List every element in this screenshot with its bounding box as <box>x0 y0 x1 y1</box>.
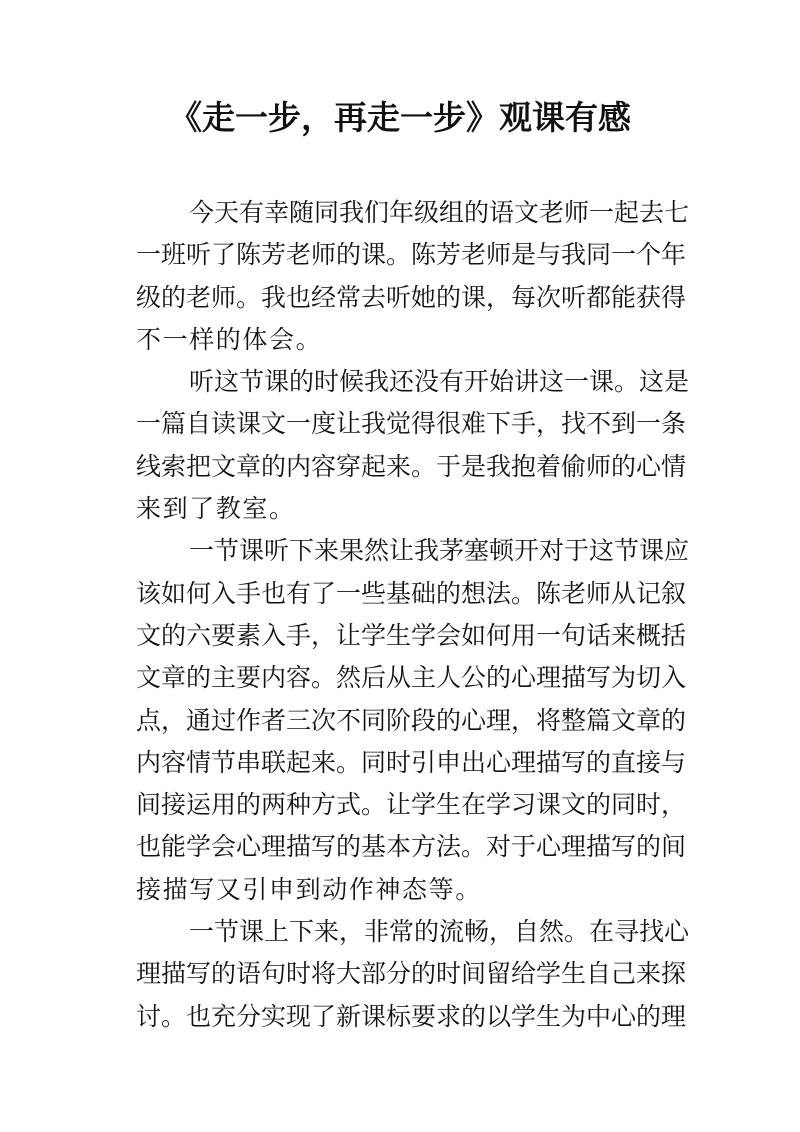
text-line: 一节课上下来，非常的流畅，自然。在寻找心 <box>189 917 690 947</box>
text-line: 接描写又引申到动作神态等。 <box>136 874 482 904</box>
text-line: 讨。也充分实现了新课标要求的以学生为中心的理 <box>136 1001 687 1031</box>
document-body <box>136 192 690 1038</box>
text-line: 一篇自读课文一度让我觉得很难下手，找不到一条 <box>136 409 687 439</box>
paragraph <box>136 361 690 530</box>
text-line: 点，通过作者三次不同阶段的心理，将整篇文章的 <box>136 705 687 735</box>
text-line: 也能学会心理描写的基本方法。对于心理描写的间 <box>136 832 687 862</box>
text-line: 间接运用的两种方式。让学生在学习课文的同时， <box>136 790 687 820</box>
text-line: 一班听了陈芳老师的课。陈芳老师是与我同一个年 <box>136 240 687 270</box>
text-line: 文章的主要内容。然后从主人公的心理描写为切入 <box>136 663 687 693</box>
paragraph <box>136 911 690 1038</box>
document-title: 《走一步，再走一步》观课有感 <box>169 98 631 137</box>
text-line: 听这节课的时候我还没有开始讲这一课。这是 <box>189 367 690 397</box>
text-line: 来到了教室。 <box>136 494 296 524</box>
text-line: 理描写的语句时将大部分的时间留给学生自己来探 <box>136 959 687 989</box>
text-line: 该如何入手也有了一些基础的想法。陈老师从记叙 <box>136 578 687 608</box>
text-line: 文的六要素入手，让学生学会如何用一句话来概括 <box>136 620 687 650</box>
text-line: 不一样的体会。 <box>136 324 323 354</box>
text-line: 级的老师。我也经常去听她的课，每次听都能获得 <box>136 282 687 312</box>
text-line: 今天有幸随同我们年级组的语文老师一起去七 <box>189 198 690 227</box>
paragraph <box>136 530 690 911</box>
text-line: 线索把文章的内容穿起来。于是我抱着偷师的心情 <box>136 451 687 481</box>
paragraph <box>136 192 690 361</box>
text-line: 内容情节串联起来。同时引申出心理描写的直接与 <box>136 747 687 777</box>
text-line: 一节课听下来果然让我茅塞顿开对于这节课应 <box>189 536 690 566</box>
